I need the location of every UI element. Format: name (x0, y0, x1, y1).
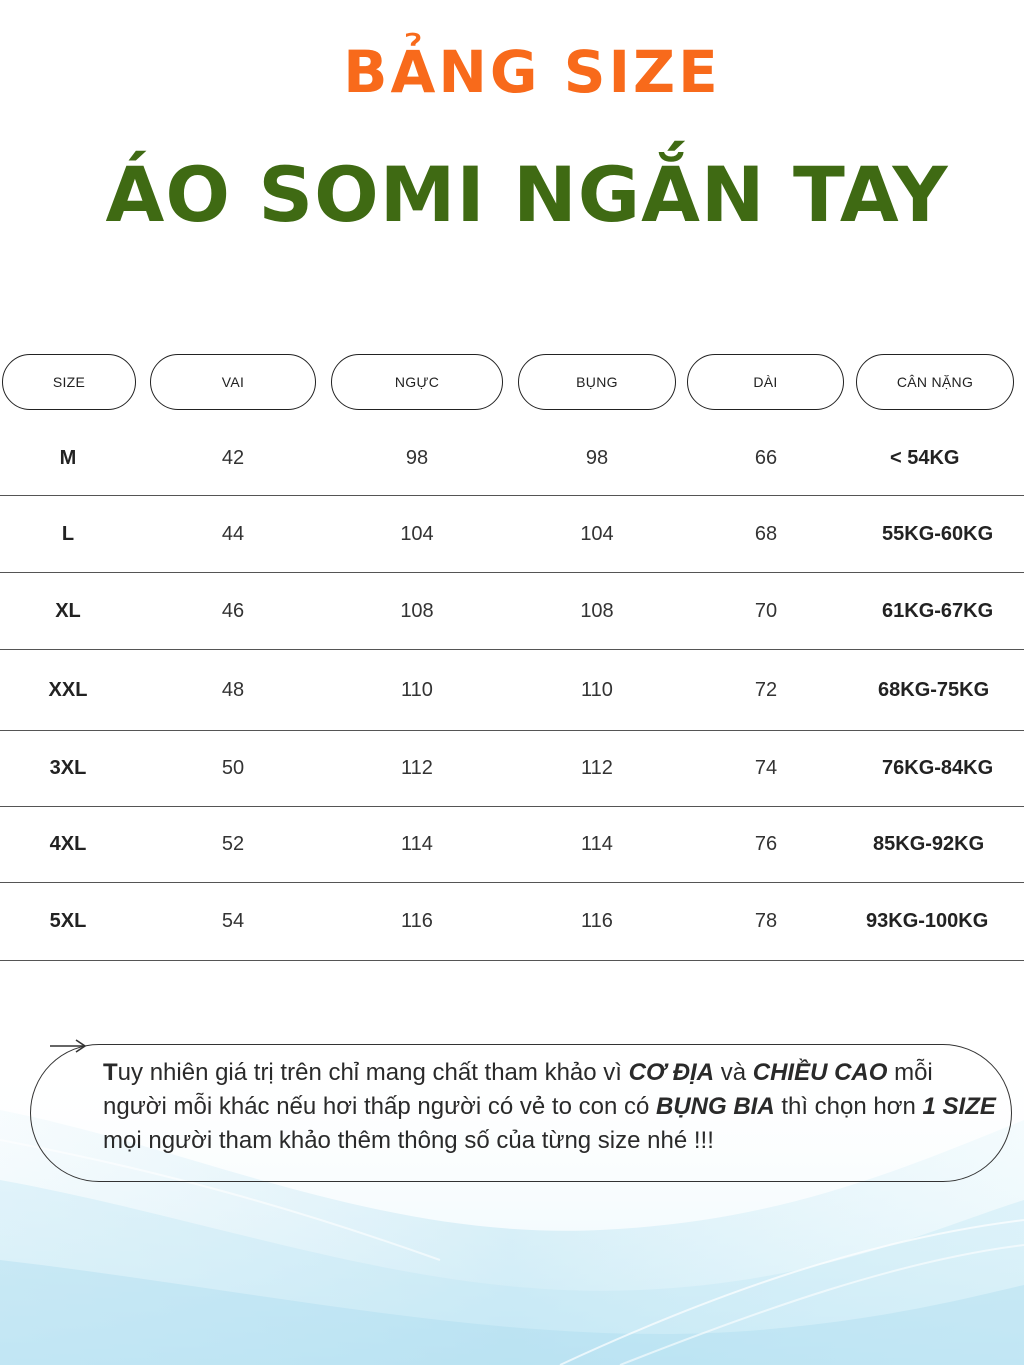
cell-shoulder: 46 (221, 599, 245, 622)
note-part: và (714, 1059, 753, 1086)
cell-shoulder: 44 (221, 522, 245, 545)
cell-length: 74 (754, 757, 778, 779)
note-emphasis: 1 SIZE (922, 1093, 996, 1120)
note-part: uy nhiên giá trị trên chỉ mang chất tham khảo vì (117, 1059, 629, 1086)
note-emphasis: CHIỀU CAO (752, 1059, 888, 1086)
header-length: DÀI (687, 354, 844, 410)
table-row (0, 496, 1024, 573)
cell-length: 76 (754, 833, 778, 855)
header-size: SIZE (2, 354, 136, 410)
cell-belly: 108 (580, 599, 614, 622)
table-header (0, 354, 1024, 410)
cell-size: L (61, 522, 75, 545)
cell-weight: 76KG-84KG (882, 757, 994, 779)
cell-size: 5XL (49, 910, 87, 932)
cell-size: 4XL (49, 833, 87, 855)
table-row (0, 883, 1024, 961)
cell-shoulder: 42 (221, 447, 245, 469)
cell-chest: 114 (401, 833, 433, 855)
header-shoulder: VAI (150, 354, 316, 410)
header-chest: NGỰC (331, 354, 503, 410)
cell-belly: 110 (581, 678, 613, 701)
cell-length: 66 (754, 447, 778, 469)
cell-shoulder: 48 (221, 678, 245, 701)
note-part: mỗi người mỗi khác nếu hơi thấp người có vẻ to con có (103, 1059, 933, 1120)
cell-chest: 108 (400, 599, 434, 622)
size-table (0, 422, 1024, 961)
note-part: mọi người tham khảo thêm thông số của từng size nhé !!! (103, 1127, 714, 1154)
cell-size: XL (55, 599, 81, 622)
cell-weight: < 54KG (890, 447, 960, 469)
cell-weight: 55KG-60KG (882, 522, 994, 545)
header-belly: BỤNG (518, 354, 676, 410)
table-row (0, 573, 1024, 650)
table-row (0, 807, 1024, 883)
cell-chest: 98 (405, 447, 429, 469)
cell-chest: 110 (401, 678, 433, 701)
table-row (0, 422, 1024, 496)
cell-length: 72 (754, 678, 778, 701)
table-row (0, 650, 1024, 731)
cell-weight: 93KG-100KG (866, 910, 989, 932)
cell-shoulder: 50 (221, 757, 245, 779)
cell-belly: 98 (585, 447, 609, 469)
cell-shoulder: 54 (221, 910, 245, 932)
cell-length: 78 (754, 910, 778, 932)
cell-size: 3XL (49, 757, 87, 779)
cell-chest: 116 (401, 910, 433, 932)
note-emphasis: CƠ ĐỊA (628, 1059, 715, 1086)
note-emphasis: BỤNG BIA (655, 1093, 775, 1120)
arrow-right-icon (48, 1036, 90, 1056)
cell-weight: 68KG-75KG (878, 678, 990, 701)
cell-belly: 114 (581, 833, 613, 855)
cell-weight: 61KG-67KG (882, 599, 994, 622)
cell-belly: 104 (580, 522, 614, 545)
cell-length: 70 (754, 599, 778, 622)
product-title: ÁO SOMI NGẮN TAY (105, 150, 949, 239)
note-part: thì chọn hơn (774, 1093, 923, 1120)
size-chart-heading: BẢNG SIZE (343, 38, 721, 106)
cell-belly: 116 (581, 910, 613, 932)
cell-chest: 112 (401, 757, 433, 779)
note-text (103, 1056, 1003, 1158)
cell-size: XXL (48, 678, 88, 701)
cell-weight: 85KG-92KG (873, 833, 985, 855)
header-weight: CÂN NẶNG (856, 354, 1014, 410)
cell-size: M (59, 447, 77, 469)
cell-length: 68 (754, 522, 778, 545)
cell-shoulder: 52 (221, 833, 245, 855)
note-first-letter: T (103, 1059, 118, 1086)
table-row (0, 731, 1024, 807)
cell-chest: 104 (400, 522, 434, 545)
cell-belly: 112 (581, 757, 613, 779)
